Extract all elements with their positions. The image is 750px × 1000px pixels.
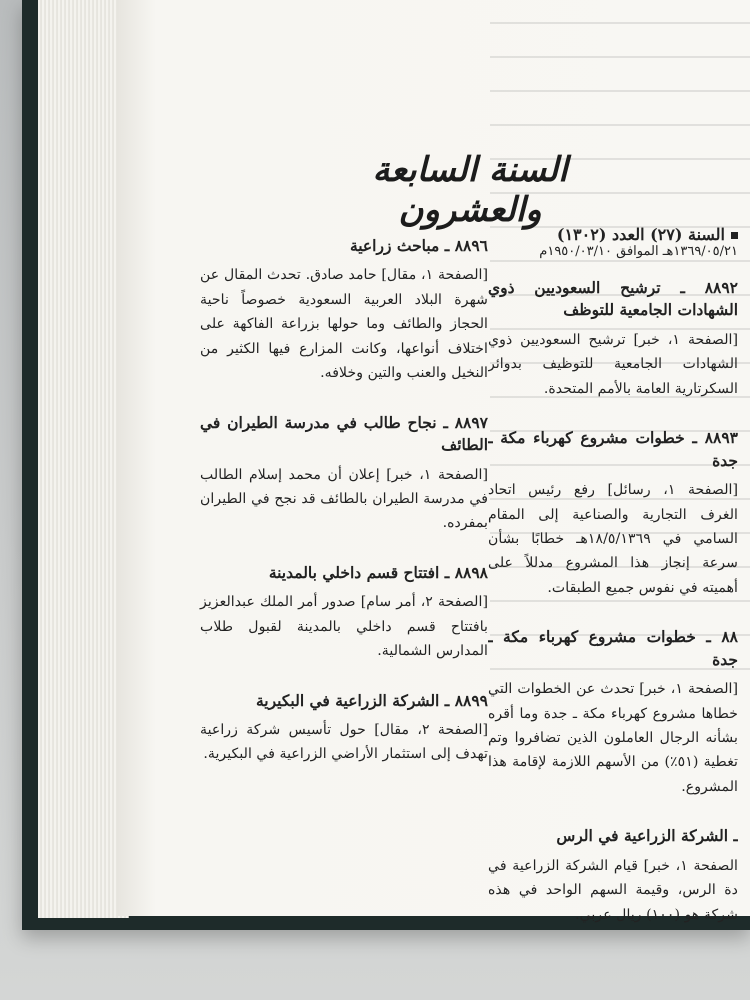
- entry: [200, 235, 488, 386]
- entry: [200, 690, 488, 767]
- entry-title: ٨٨٩٣ ـ خطوات مشروع كهرباء مكة ـ جدة: [488, 428, 738, 470]
- entry: [200, 412, 488, 536]
- entry-title: ٨٨٩٨ ـ افتتاح قسم داخلي بالمدينة: [268, 562, 488, 582]
- entry: [488, 277, 738, 401]
- entry: [488, 825, 738, 927]
- section-heading: السنة السابعة والعشرون: [372, 150, 568, 230]
- right-column: [488, 225, 738, 953]
- entry-body: [الصفحة ١، رسائل] رفع رئيس اتحاد الغرف التجارية والصناعية إلى المقام السامي في ١٨/٥/١٣٦٩هـ خطابًا بشأن سرعة إنجاز هذا المشروع مدللاً على أهميته في نفوس جميع الطبقات.: [488, 482, 738, 596]
- entry-title: ٨٨ ـ خطوات مشروع كهرباء مكة ـ جدة: [488, 627, 738, 669]
- entry-body: الصفحة ١، خبر] قيام الشركة الزراعية في دة الرس، وقيمة السهم الواحد في هذه شركة هو (١٠٠) ريال عربي.: [488, 857, 738, 923]
- bullet-icon: [731, 232, 738, 239]
- entry-body: [الصفحة ١، خبر] ترشيح السعوديين ذوي الشهادات الجامعية للتوظيف بدوائر السكرتارية العامة بالأمم المتحدة.: [488, 331, 738, 397]
- left-column: [200, 235, 488, 793]
- entry-body: [الصفحة ١، خبر] تحدث عن الخطوات التي خطاها مشروع كهرباء مكة ـ جدة وما أقره بشأنه الرجال العاملون الذين تضافروا وتم تغطية (٥١٪) من الأسهم اللازمة لإقامة هذا المشروع.: [488, 681, 738, 795]
- entry-body: [الصفحة ١، مقال] حامد صادق. تحدث المقال عن شهرة البلاد العربية السعودية خصوصاً ناحية الحجاز والطائف وما حولها بزراعة الفاكهة على اختلاف أنواعها، وكانت المزارع فيها الكثير من النخيل والعنب والتين وخلافه.: [200, 267, 488, 382]
- entry-title: ٨٨٩٦ ـ مباحث زراعية: [349, 236, 488, 255]
- issue-line: [488, 225, 738, 244]
- entry: [200, 562, 488, 664]
- entry-body: [الصفحة ١، خبر] إعلان أن محمد إسلام الطالب في مدرسة الطيران بالطائف قد نجح في الطيران بمفرده.: [200, 466, 488, 532]
- entry-title: ٨٨٩٧ ـ نجاح طالب في مدرسة الطيران في الطائف: [200, 412, 488, 455]
- entry: [488, 626, 738, 799]
- entry-body: [الصفحة ٢، مقال] حول تأسيس شركة زراعية تهدف إلى استثمار الأراضي الزراعية في البكيرية.: [200, 721, 488, 763]
- page-edges: [38, 0, 129, 918]
- issue-date: ١٣٦٩/٠٥/٢١هـ الموافق ١٩٥٠/٠٣/١٠م: [539, 244, 738, 259]
- entry-body: [الصفحة ٢، أمر سام] صدور أمر الملك عبدالعزيز بافتتاح قسم داخلي بالمدينة لقبول طلاب المدارس الشمالية.: [200, 594, 488, 660]
- entry-title: ٨٨٩٢ ـ ترشيح السعوديين ذوي الشهادات الجامعية للتوظف: [488, 278, 738, 320]
- entry: [488, 427, 738, 600]
- entry-title: ـ الشركة الزراعية في الرس: [556, 826, 738, 846]
- entry-title: ٨٨٩٩ ـ الشركة الزراعية في البكيرية: [256, 690, 488, 710]
- issue-label: السنة (٢٧) العدد (١٣٠٢): [556, 225, 725, 244]
